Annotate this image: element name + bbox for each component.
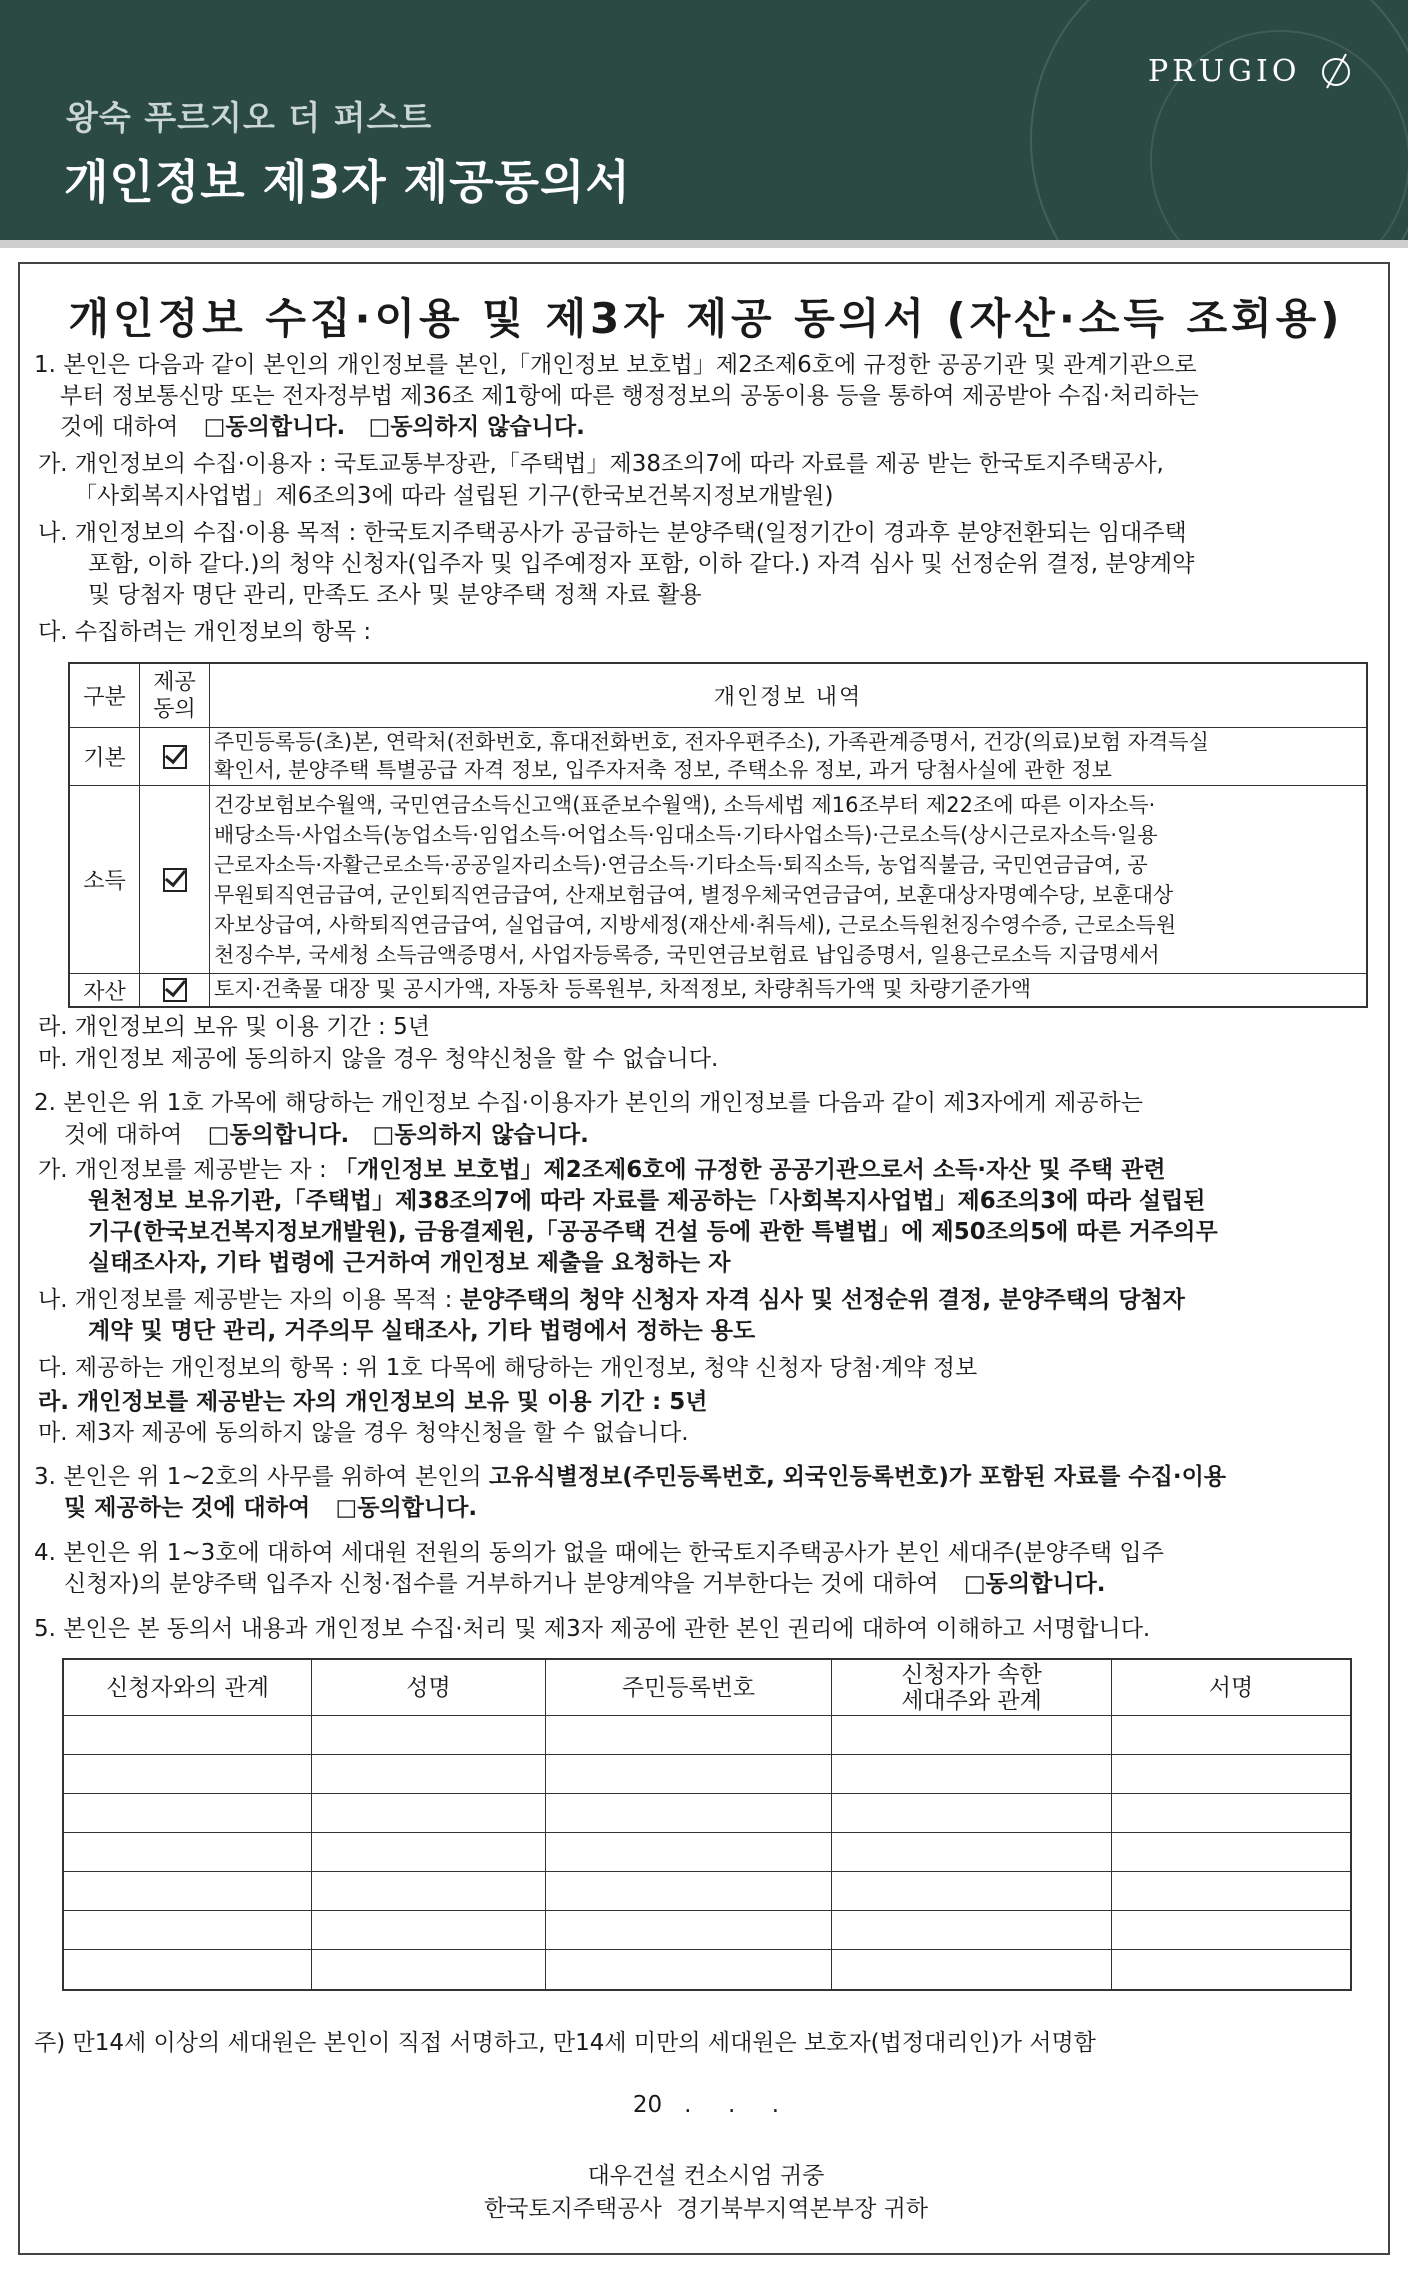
sig-cell-signature[interactable] [1112, 1716, 1350, 1755]
s3-lead: 3. 본인은 위 1~2호의 사무를 위하여 본인의 [34, 1464, 482, 1490]
s3-agree-checkbox[interactable]: □동의합니다. [335, 1495, 478, 1521]
brand-mark-icon [1318, 50, 1358, 90]
s1-line1: 1. 본인은 다음과 같이 본인의 개인정보를 본인,「개인정보 보호법」제2조제6호에 규정한 공공기관 및 관계기관으로 [34, 352, 1197, 378]
row-income-detail [210, 786, 1366, 974]
sig-cell-name[interactable] [312, 1950, 546, 1989]
s3-line2 [64, 1493, 477, 1523]
sig-cell-signature[interactable] [1112, 1755, 1350, 1794]
consent-document [18, 262, 1390, 2255]
brand-logo-text: PRUGIO [1148, 54, 1301, 89]
s1-ma-line: 마. 개인정보 제공에 동의하지 않을 경우 청약신청을 할 수 없습니다. [38, 1046, 719, 1072]
s2-agree-checkbox[interactable]: □동의합니다. [207, 1122, 350, 1148]
s4-agree-checkbox[interactable]: □동의합니다. [963, 1571, 1106, 1597]
row-income-detail-line: 천징수부, 국세청 소득금액증명서, 사업자등록증, 국민연금보험료 납입증명서, 일용근로소득 지급명세서 [214, 942, 1160, 967]
s1-ra-line: 라. 개인정보의 보유 및 이용 기간 : 5년 [38, 1014, 430, 1040]
sig-header-relation: 신청자와의 관계 [64, 1660, 312, 1716]
sig-cell-rrn[interactable] [546, 1716, 832, 1755]
checkbox-checked-icon [163, 978, 187, 1002]
sig-cell-relation[interactable] [64, 1833, 312, 1872]
sig-cell-household-relation[interactable] [832, 1755, 1112, 1794]
row-income-detail-line: 건강보험보수월액, 국민연금소득신고액(표준보수월액), 소득세법 제16조부터 제22조에 따른 이자소득· [214, 792, 1156, 817]
page-title: 개인정보 제3자 제공동의서 [64, 155, 631, 209]
row-income-detail-line: 배당소득·사업소득(농업소득·임업소득·어업소득·임대소득·기타사업소득)·근로소득(상시근로자소득·일용 [214, 822, 1158, 847]
s1-agree-checkbox[interactable]: □동의합니다. [203, 414, 346, 440]
sig-cell-signature[interactable] [1112, 1872, 1350, 1911]
page-header [0, 0, 1408, 240]
recipient-line-1: 대우건설 컨소시엄 귀중 [587, 2163, 825, 2189]
recipient-line-2: 한국토지주택공사 경기북부지역본부장 귀하 [483, 2196, 929, 2222]
row-basic-agree[interactable] [140, 728, 210, 786]
sig-cell-relation[interactable] [64, 1872, 312, 1911]
s3-line1 [34, 1462, 1226, 1492]
s2-na-line2: 계약 및 명단 관리, 거주의무 실태조사, 기타 법령에서 정하는 용도 [88, 1318, 756, 1344]
table-header-type: 구분 [70, 664, 140, 728]
sig-cell-relation[interactable] [64, 1716, 312, 1755]
sig-cell-signature[interactable] [1112, 1911, 1350, 1950]
sig-cell-relation[interactable] [64, 1794, 312, 1833]
sig-cell-name[interactable] [312, 1794, 546, 1833]
row-income-agree[interactable] [140, 786, 210, 974]
s2-line2 [64, 1120, 589, 1150]
sig-cell-signature[interactable] [1112, 1794, 1350, 1833]
s1-da-line: 다. 수집하려는 개인정보의 항목 : [38, 619, 372, 645]
s2-ga-text: 「개인정보 보호법」제2조제6호에 규정한 공공기관으로서 소득·자산 및 주택 관련 [334, 1157, 1166, 1183]
sig-cell-household-relation[interactable] [832, 1794, 1112, 1833]
s2-na-text: 분양주택의 청약 신청자 자격 심사 및 선정순위 결정, 분양주택의 당첨자 [459, 1287, 1185, 1313]
sig-cell-rrn[interactable] [546, 1833, 832, 1872]
s1-line2: 부터 정보통신망 또는 전자정부법 제36조 제1항에 따른 행정정보의 공동이용 등을 통하여 제공받아 수집·처리하는 [60, 383, 1199, 409]
s4-line1: 4. 본인은 위 1~3호에 대하여 세대원 전원의 동의가 없을 때에는 한국토지주택공사가 본인 세대주(분양주택 입주 [34, 1540, 1164, 1566]
s1-disagree-checkbox[interactable]: □동의하지 않습니다. [368, 414, 585, 440]
sig-cell-signature[interactable] [1112, 1950, 1350, 1989]
s2-ma-line: 마. 제3자 제공에 동의하지 않을 경우 청약신청을 할 수 없습니다. [38, 1420, 689, 1446]
row-asset-detail: 토지·건축물 대장 및 공시가액, 자동차 등록원부, 차적정보, 차량취득가액 및 차량기준가액 [214, 977, 1032, 1002]
s3-line2-text: 및 제공하는 것에 대하여 [64, 1495, 311, 1521]
s2-ga-line2: 원천정보 보유기관,「주택법」제38조의7에 따라 자료를 제공하는「사회복지사업법」제6조의3에 따라 설립된 [88, 1188, 1206, 1214]
header-divider [0, 240, 1408, 248]
sig-cell-relation[interactable] [64, 1950, 312, 1989]
row-asset-agree[interactable] [140, 974, 210, 1006]
s2-ra-line: 라. 개인정보를 제공받는 자의 개인정보의 보유 및 이용 기간 : 5년 [38, 1389, 708, 1415]
complex-name: 왕숙 푸르지오 더 퍼스트 [66, 98, 433, 137]
sig-cell-household-relation[interactable] [832, 1872, 1112, 1911]
date-line: 20 . . . [632, 2092, 780, 2118]
row-asset-type: 자산 [70, 974, 140, 1006]
sig-cell-rrn[interactable] [546, 1950, 832, 1989]
s2-na-lead: 나. 개인정보를 제공받는 자의 이용 목적 : [38, 1287, 453, 1313]
sig-cell-signature[interactable] [1112, 1833, 1350, 1872]
sig-cell-name[interactable] [312, 1833, 546, 1872]
sig-cell-rrn[interactable] [546, 1755, 832, 1794]
s2-ga-lead: 가. 개인정보를 제공받는 자 : [38, 1157, 327, 1183]
row-basic-type: 기본 [70, 728, 140, 786]
sig-cell-name[interactable] [312, 1911, 546, 1950]
sig-cell-name[interactable] [312, 1872, 546, 1911]
checkbox-checked-icon [163, 868, 187, 892]
sig-cell-rrn[interactable] [546, 1872, 832, 1911]
s2-na-line1 [38, 1285, 1185, 1315]
table-header-detail: 개인정보 내역 [210, 664, 1366, 728]
footnote: 주) 만14세 이상의 세대원은 본인이 직접 서명하고, 만14세 미만의 세대원은 보호자(법정대리인)가 서명함 [34, 2030, 1096, 2056]
s4-line2 [64, 1569, 1106, 1599]
row-income-detail-line: 자보상급여, 사학퇴직연금급여, 실업급여, 지방세정(재산세·취득세), 근로소득원천징수영수증, 근로소득원 [214, 912, 1177, 937]
s1-na-line2: 포함, 이하 같다.)의 청약 신청자(입주자 및 입주예정자 포함, 이하 같다.) 자격 심사 및 선정순위 결정, 분양계약 [88, 551, 1195, 577]
s1-line3-text: 것에 대하여 [60, 414, 179, 440]
sig-header-household-relation: 신청자가 속한 세대주와 관계 [832, 1660, 1112, 1716]
sig-cell-household-relation[interactable] [832, 1950, 1112, 1989]
sig-header-signature: 서명 [1112, 1660, 1350, 1716]
sig-cell-name[interactable] [312, 1755, 546, 1794]
s2-ga-line3: 기구(한국보건복지정보개발원), 금융결제원,「공공주택 건설 등에 관한 특별법」에 제50조의5에 따른 거주의무 [88, 1219, 1218, 1245]
s3-bold-text: 고유식별정보(주민등록번호, 외국인등록번호)가 포함된 자료를 수집·이용 [488, 1464, 1227, 1490]
row-basic-detail-line: 주민등록등(초)본, 연락처(전화번호, 휴대전화번호, 전자우편주소), 가족관계증명서, 건강(의료)보험 자격득실 [214, 730, 1209, 754]
document-title: 개인정보 수집·이용 및 제3자 제공 동의서 (자산·소득 조회용) [68, 294, 1344, 343]
s1-na-line3: 및 당첨자 명단 관리, 만족도 조사 및 분양주택 정책 자료 활용 [88, 582, 702, 608]
s5-line1: 5. 본인은 본 동의서 내용과 개인정보 수집·처리 및 제3자 제공에 관한 본인 권리에 대하여 이해하고 서명합니다. [34, 1616, 1151, 1642]
sig-header-rrn: 주민등록번호 [546, 1660, 832, 1716]
s1-ga-line2: 「사회복지사업법」제6조의3에 따라 설립된 기구(한국보건복지정보개발원) [74, 483, 834, 509]
sig-cell-name[interactable] [312, 1716, 546, 1755]
s4-line2-text: 신청자)의 분양주택 입주자 신청·접수를 거부하거나 분양계약을 거부한다는 것에 대하여 [64, 1571, 939, 1597]
sig-cell-relation[interactable] [64, 1911, 312, 1950]
personal-info-items-table [68, 662, 1368, 1008]
table-header-agree [140, 664, 210, 728]
s2-ga-line1 [38, 1155, 1166, 1185]
table-header-agree-1: 제공 [153, 669, 196, 695]
s1-line3 [60, 412, 585, 442]
sig-header-name: 성명 [312, 1660, 546, 1716]
s2-ga-line4: 실태조사자, 기타 법령에 근거하여 개인정보 제출을 요청하는 자 [88, 1250, 731, 1276]
s1-na-line1: 나. 개인정보의 수집·이용 목적 : 한국토지주택공사가 공급하는 분양주택(일정기간이 경과후 분양전환되는 임대주택 [38, 520, 1187, 546]
table-header-agree-2: 동의 [153, 696, 196, 722]
sig-cell-household-relation[interactable] [832, 1833, 1112, 1872]
sig-cell-rrn[interactable] [546, 1794, 832, 1833]
s2-line1: 2. 본인은 위 1호 가목에 해당하는 개인정보 수집·이용자가 본인의 개인정보를 다음과 같이 제3자에게 제공하는 [34, 1090, 1143, 1116]
row-income-detail-line: 무원퇴직연금급여, 군인퇴직연금급여, 산재보험급여, 별정우체국연금급여, 보훈대상자명예수당, 보훈대상 [214, 882, 1174, 907]
s2-line2-text: 것에 대하여 [64, 1122, 183, 1148]
row-income-detail-line: 근로자소득·자활근로소득·공공일자리소득)·연금소득·기타소득·퇴직소득, 농업직불금, 국민연금급여, 공 [214, 852, 1148, 877]
s2-disagree-checkbox[interactable]: □동의하지 않습니다. [372, 1122, 589, 1148]
sig-cell-household-relation[interactable] [832, 1911, 1112, 1950]
checkbox-checked-icon [163, 745, 187, 769]
sig-cell-household-relation[interactable] [832, 1716, 1112, 1755]
row-income-type: 소득 [70, 786, 140, 974]
row-basic-detail-line: 확인서, 분양주택 특별공급 자격 정보, 입주자저축 정보, 주택소유 정보, 과거 당첨사실에 관한 정보 [214, 757, 1112, 782]
sig-cell-rrn[interactable] [546, 1911, 832, 1950]
s1-ga-line1: 가. 개인정보의 수집·이용자 : 국토교통부장관,「주택법」제38조의7에 따라 자료를 제공 받는 한국토지주택공사, [38, 451, 1164, 477]
row-basic-detail [210, 728, 1366, 786]
sig-cell-relation[interactable] [64, 1755, 312, 1794]
signature-table [62, 1658, 1352, 1991]
s2-da-line: 다. 제공하는 개인정보의 항목 : 위 1호 다목에 해당하는 개인정보, 청약 신청자 당첨·계약 정보 [38, 1355, 978, 1381]
